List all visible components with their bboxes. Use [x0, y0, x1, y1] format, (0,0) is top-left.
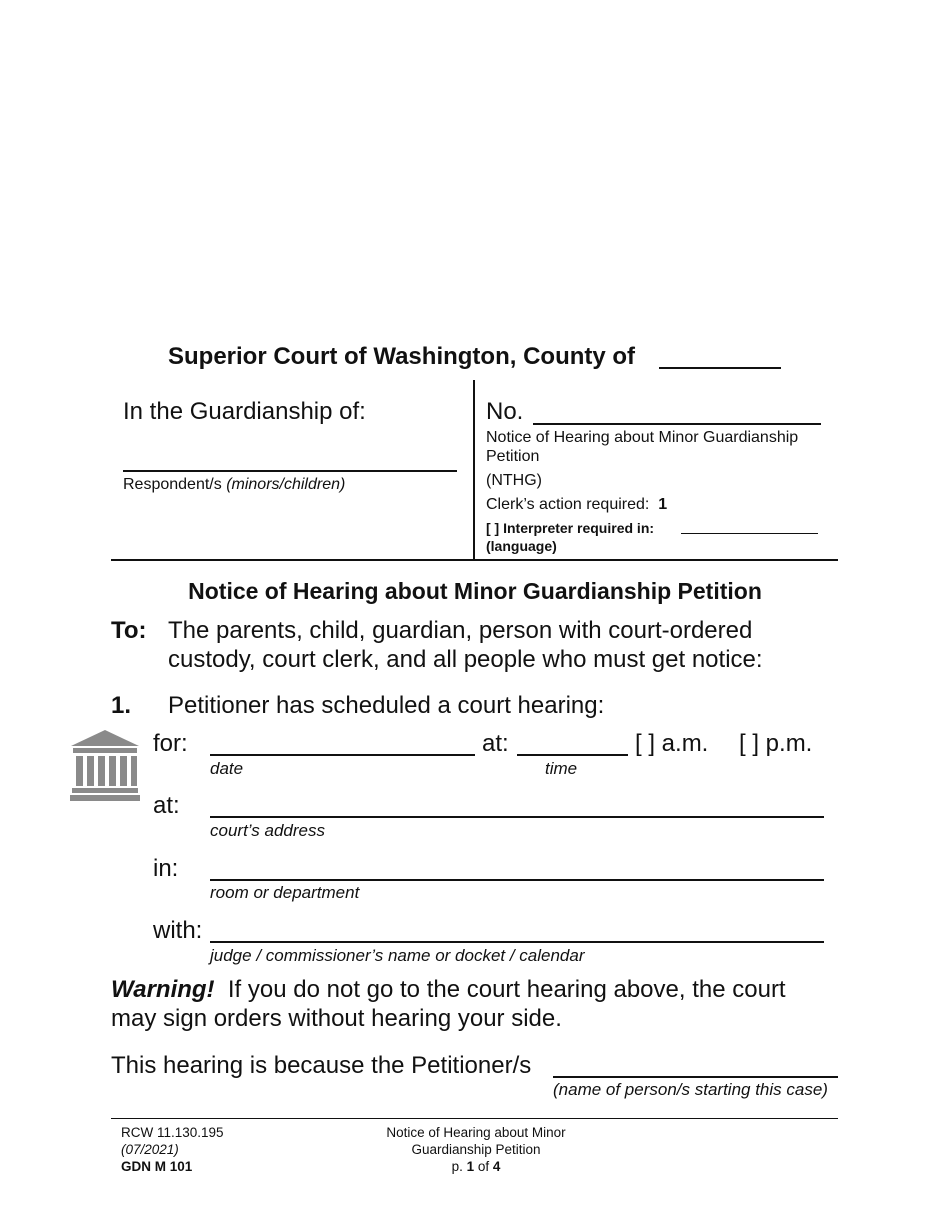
warning-line-2: may sign orders without hearing your side. [111, 1005, 562, 1032]
interpreter-checkbox[interactable]: [ ] Interpreter required in: [486, 520, 655, 536]
petitioner-caption: (name of person/s starting this case) [553, 1080, 828, 1099]
section-number: 1. [111, 692, 132, 719]
language-label: (language) [486, 538, 557, 554]
room-blank[interactable] [210, 879, 824, 881]
respondent-label: Respondent/s (minors/children) [123, 476, 346, 493]
footer-date: (07/2021) [121, 1142, 179, 1157]
petitioner-name-blank[interactable] [553, 1076, 838, 1078]
clerk-action: Clerk’s action required: 1 [486, 496, 668, 513]
with-label: with: [153, 917, 203, 944]
at-label: at: [153, 792, 180, 819]
case-no-blank[interactable] [533, 423, 821, 425]
am-checkbox[interactable]: [ ] a.m. [635, 730, 709, 757]
caption-divider [473, 380, 475, 560]
time-blank[interactable] [517, 754, 628, 756]
section-text: Petitioner has scheduled a court hearing: [168, 692, 605, 719]
judge-caption: judge / commissioner’s name or docket / calendar [210, 946, 585, 965]
judge-blank[interactable] [210, 941, 824, 943]
room-caption: room or department [210, 883, 360, 902]
for-label: for: [153, 730, 188, 757]
address-caption: court’s address [210, 821, 325, 840]
caption-bottom-rule [111, 559, 838, 561]
language-blank[interactable] [681, 533, 818, 534]
to-line-2: custody, court clerk, and all people who must get notice: [168, 646, 763, 673]
time-caption: time [545, 759, 578, 778]
guardianship-label: In the Guardianship of: [123, 398, 366, 425]
at-time-label: at: [482, 730, 509, 757]
doc-code: (NTHG) [486, 472, 542, 489]
court-title: Superior Court of Washington, County of [168, 343, 636, 370]
because-text: This hearing is because the Petitioner/s [111, 1052, 532, 1079]
footer-title-line-1: Notice of Hearing about Minor [386, 1125, 566, 1140]
footer-page-number: p. 1 of 4 [451, 1159, 501, 1174]
date-blank[interactable] [210, 754, 475, 756]
respondent-name-blank[interactable] [123, 470, 457, 472]
courthouse-icon [69, 729, 141, 801]
footer-form-id: GDN M 101 [121, 1159, 193, 1174]
footer-rcw: RCW 11.130.195 [121, 1125, 224, 1140]
page-title: Notice of Hearing about Minor Guardianship Petition [188, 578, 762, 604]
to-line-1: The parents, child, guardian, person with court-ordered [168, 617, 753, 644]
county-blank[interactable] [659, 367, 781, 369]
to-label: To: [111, 617, 147, 644]
doc-title-small: Notice of Hearing about Minor Guardianship Petition [486, 429, 799, 465]
footer-title-line-2: Guardianship Petition [411, 1142, 541, 1157]
footer-rule [111, 1118, 838, 1119]
date-caption: date [210, 759, 244, 778]
in-label: in: [153, 855, 179, 882]
warning-line-1: Warning! If you do not go to the court hearing above, the court [111, 976, 786, 1003]
case-no-label: No. [486, 398, 524, 425]
address-blank[interactable] [210, 816, 824, 818]
pm-checkbox[interactable]: [ ] p.m. [739, 730, 813, 757]
